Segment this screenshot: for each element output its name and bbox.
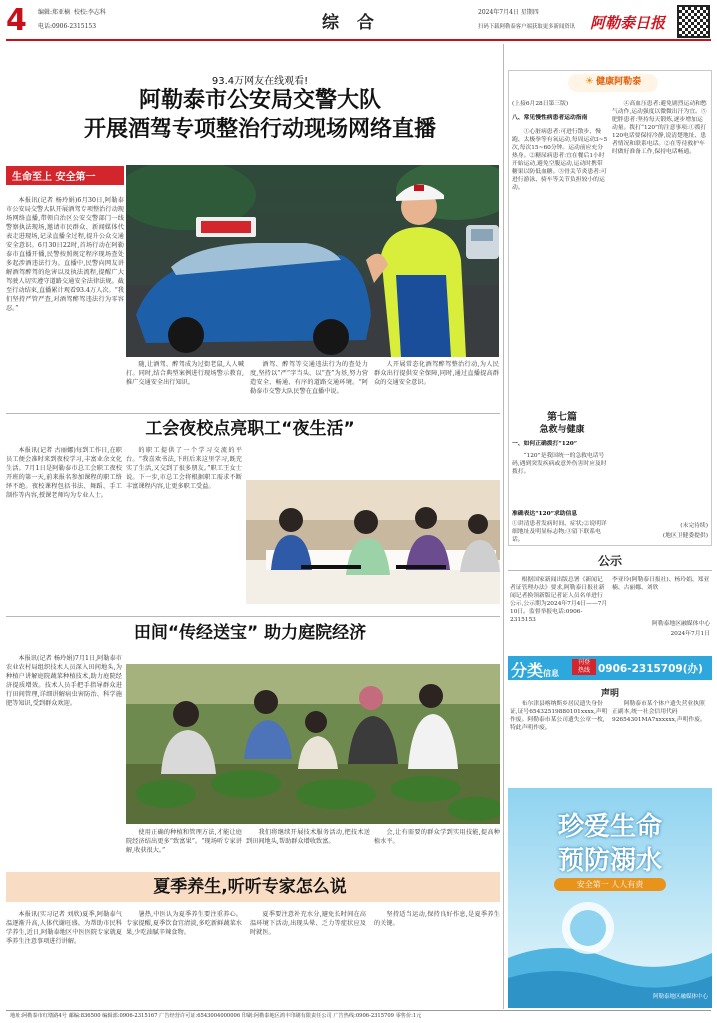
notice-rule	[508, 570, 712, 571]
newspaper-logo: 阿勒泰日报	[590, 14, 666, 32]
article2-photo	[246, 480, 500, 604]
qr-code-icon[interactable]	[677, 5, 710, 38]
article4-col1: 本报讯(实习记者 刘欣)夏季,阿勒泰气温逐渐升高,人体代谢旺盛。为帮助市民科学养生,近日,阿勒泰地区中医医院专家就夏季养生注意事项进行讲解。	[6, 911, 122, 945]
classifieds-ad2: 阿勒泰市某个体户遗失营业执照正副本,统一社会信用代码92654301MA7xxxxxx,声明作废。	[612, 701, 706, 723]
article2-headline: 工会夜校点亮职工“夜生活”	[145, 419, 355, 439]
article3-col4: 会,让有需要的群众学到实用技能,提高种植水平。	[374, 829, 500, 845]
classifieds-ad1: 布尔津县喀纳斯乡居民遗失身份证,证号65432519880101xxxx,声明作废。阿勒泰市某公司遗失公章一枚,特此声明作废。	[510, 701, 608, 731]
sidebar-divider	[503, 44, 504, 1009]
health-source: (地区卫健委提供)	[662, 533, 708, 539]
article4-col2: 暑热,中医认为夏季养生要注重养心。专家提醒,夏季饮食宜清淡,多吃新鲜蔬菜水果,少吃油腻辛辣食物。	[126, 911, 242, 936]
article3-photo	[126, 664, 500, 824]
notice-body: 根据国家新闻出版总署《新闻记者证管理办法》要求,阿勒泰日报社新闻记者换领新版记者证人员名单进行公示,公示期为2024年7月4日——7月10日。监督举报电话:0906-2315153	[510, 577, 608, 623]
psa-line1: 珍爱生命	[557, 812, 662, 842]
health-col2: ④高血压患者:避免剧烈运动和憋气动作,运动强度以微微出汗为宜。⑤肥胖患者:坚持每天锻炼,逐步增加运动量。拨打“120”的注意事项:①拨打120电话要保持冷静,说清楚地址、患者情况和联系电话。②在等待救护车时做好准备工作,保持电话畅通。	[612, 101, 707, 155]
notice-signature: 阿勒泰地区融媒体中心	[652, 621, 710, 627]
sun-icon: ☀	[584, 76, 594, 87]
article1-band: 生命至上 安全第一	[6, 166, 124, 185]
article3-col2: 使用正确的种植和管理方法,才能让庭院经济结出更多“致富果”。“现场听专家讲解,收获很大。”	[126, 829, 242, 854]
article1-photo	[126, 165, 499, 357]
article4-col3: 夏季要注意补充水分,避免长时间在高温环境下活动,出现头晕、乏力等症状应及时就医。	[250, 911, 366, 936]
article3-col3: 我们将继续开展技术服务活动,把技术送到田间地头,帮助群众增收致富。	[246, 829, 370, 845]
notice-date: 2024年7月1日	[670, 631, 710, 637]
notice-title: 公示	[597, 554, 622, 568]
article1-col2: 随,让酒驾、醉驾成为过街老鼠,人人喊打。同时,结合典型案例进行现场警示教育,推广交通安全出行知识。	[126, 361, 244, 386]
page-number: 4	[6, 3, 27, 38]
divider-1	[6, 413, 500, 414]
article1-col4: 人开展常态化酒驾醉驾整治行动,为人民群众出行提供安全保障,同时,通过直播提高群众的交通安全意识。	[374, 361, 499, 386]
health-chapter-sub: 急救与健康	[539, 425, 585, 435]
psa-line2: 预防溺水	[557, 846, 662, 876]
psa-poster	[508, 788, 712, 1008]
health-q1-title: 一、如何正确拨打“120”	[512, 441, 578, 447]
footer-text: 地址:阿勒泰市红墩路4号 邮编:836500 编辑部:0906-2315167 广告经营许可证:6543004000006 印刷:阿勒泰地区鸿丰印刷有限责任公司 广告热线:0906-2315709 零售价:1元	[10, 1013, 422, 1019]
article2-col2: 的职工提供了一个学习交流的平台。“我喜欢书法,下班后来这里学习,既充实了生活,又交到了很多朋友。”职工王女士说。下一步,市总工会将根据职工需求不断丰富课程内容,让更多职工受益。	[126, 447, 242, 490]
article1-kicker: 93.4万网友在线观看!	[211, 76, 309, 87]
article1-col1: 本报讯(记者 杨玲娟)6月30日,阿勒泰市公安局交警大队开展酒驾专项整治行动现场网络直播,带领自治区公安交警部门一线警察执法现场,邀请市民群众、新闻媒体代表走进现场,记录直播全过程,提升公众交通安全意识。6月30日22时,首场行动在阿勒泰市直播开播,民警按照规定程序现场查处多起涉酒违法行为。直播中,民警向网友讲解酒驾醉驾的危害以及执法流程,提醒广大驾驶人切实遵守道路交通安全法律法规。截至行动结束,直播累计观看93.4万人次。“我们坚持严管严查,对酒驾醉驾违法行为零容忍。”	[6, 197, 124, 312]
footer-rule	[6, 1010, 711, 1011]
article2-col1: 本报讯(记者 古丽娜)每到工作日,在职员工便会准时来到夜校学习,丰富业余文化生活。7月1日是阿勒泰市总工会职工夜校开班的第一天,前来报名参加课程的职工络绎不绝。夜校课程包括书法、舞蹈、手工制作等内容,授课老师均为专业人士。	[6, 447, 122, 499]
notice-names: 李亚玲(阿勒泰日报社)、杨玲娟、郑亚楠、古丽娜、刘欣	[612, 577, 710, 591]
health-subhead: (上接6月28日第三版)	[512, 101, 569, 107]
psa-credit: 阿勒泰地区融媒体中心	[652, 994, 708, 1000]
health-q2: ①讲清患者发病时间、症状;②说明详细地址及明显标志物;③留下联系电话。	[512, 521, 607, 543]
article1-headline-line1: 阿勒泰市公安局交警大队	[138, 88, 381, 113]
classifieds-hotline[interactable]: 0906-2315709(办)	[598, 663, 703, 675]
article1-headline-line2: 开展酒驾专项整治行动现场网络直播	[83, 117, 436, 142]
article3-col1: 本报讯(记者 杨玲娟)7月1日,阿勒泰市农业农村局组织技术人员深入田间地头,为种植户讲解庭院蔬菜种植技术,助力庭院经济提质增效。技术人员手把手指导群众进行田间管理,详细讲解病虫害防治、科学施肥等知识,受到群众欢迎。	[6, 655, 122, 707]
health-q2-title: 准确表达“120”求助信息	[512, 511, 578, 517]
health-continued: (未完待续)	[680, 523, 708, 529]
editor-credit: 编辑:郑亚楠 校校:李志科	[38, 9, 106, 16]
article4-col4: 坚持适当运动,保持良好作息,是夏季养生的关键。	[374, 911, 500, 927]
classifieds-tags: 刊登 热线	[572, 659, 596, 675]
health-column-title: ☀ 健康阿勒泰	[568, 74, 658, 92]
health-col1: ①心脏病患者:可进行散步、慢跑、太极拳等有氧运动,每周运动3~5次,每次15~60分钟。运动前应充分热身。②糖尿病患者:宜在餐后1小时开始运动,避免空腹运动,运动时携带糖果以防低血糖。③骨关节炎患者:可进行游泳、骑车等关节负担较小的运动。	[512, 129, 608, 191]
health-q1: “120”是我国统一的急救电话号码,遇到突发疾病或意外伤害时应及时拨打。	[512, 453, 607, 475]
article1-col3: 酒驾、醉驾等交通违法行为的查处力度,坚持以“严”字当头、以“查”为基,努力营造安全、畅通、有序的道路交通环境。“阿勒泰市交警大队民警在直播中说。	[250, 361, 368, 395]
divider-2	[6, 616, 500, 617]
header-rule	[6, 39, 711, 41]
health-section-title: 八、常见慢性病患者运动指南	[512, 115, 588, 121]
article4-headline: 夏季养生,听听专家怎么说	[153, 877, 347, 897]
app-promo: 扫码下载阿勒泰客户端获取更多新闻资讯	[478, 24, 576, 30]
article3-headline: 田间“传经送宝” 助力庭院经济	[133, 623, 367, 643]
classifieds-title: 分类信息	[511, 661, 560, 680]
classifieds-notice-label: 声明	[600, 689, 619, 699]
editor-phone: 电话:0906-2315153	[38, 23, 97, 30]
issue-date: 2024年7月4日 星期四	[478, 9, 539, 16]
psa-line3: 安全第一 人人有责	[554, 878, 666, 891]
section-title: 综 合	[322, 13, 380, 33]
health-chapter: 第七篇	[547, 412, 577, 423]
